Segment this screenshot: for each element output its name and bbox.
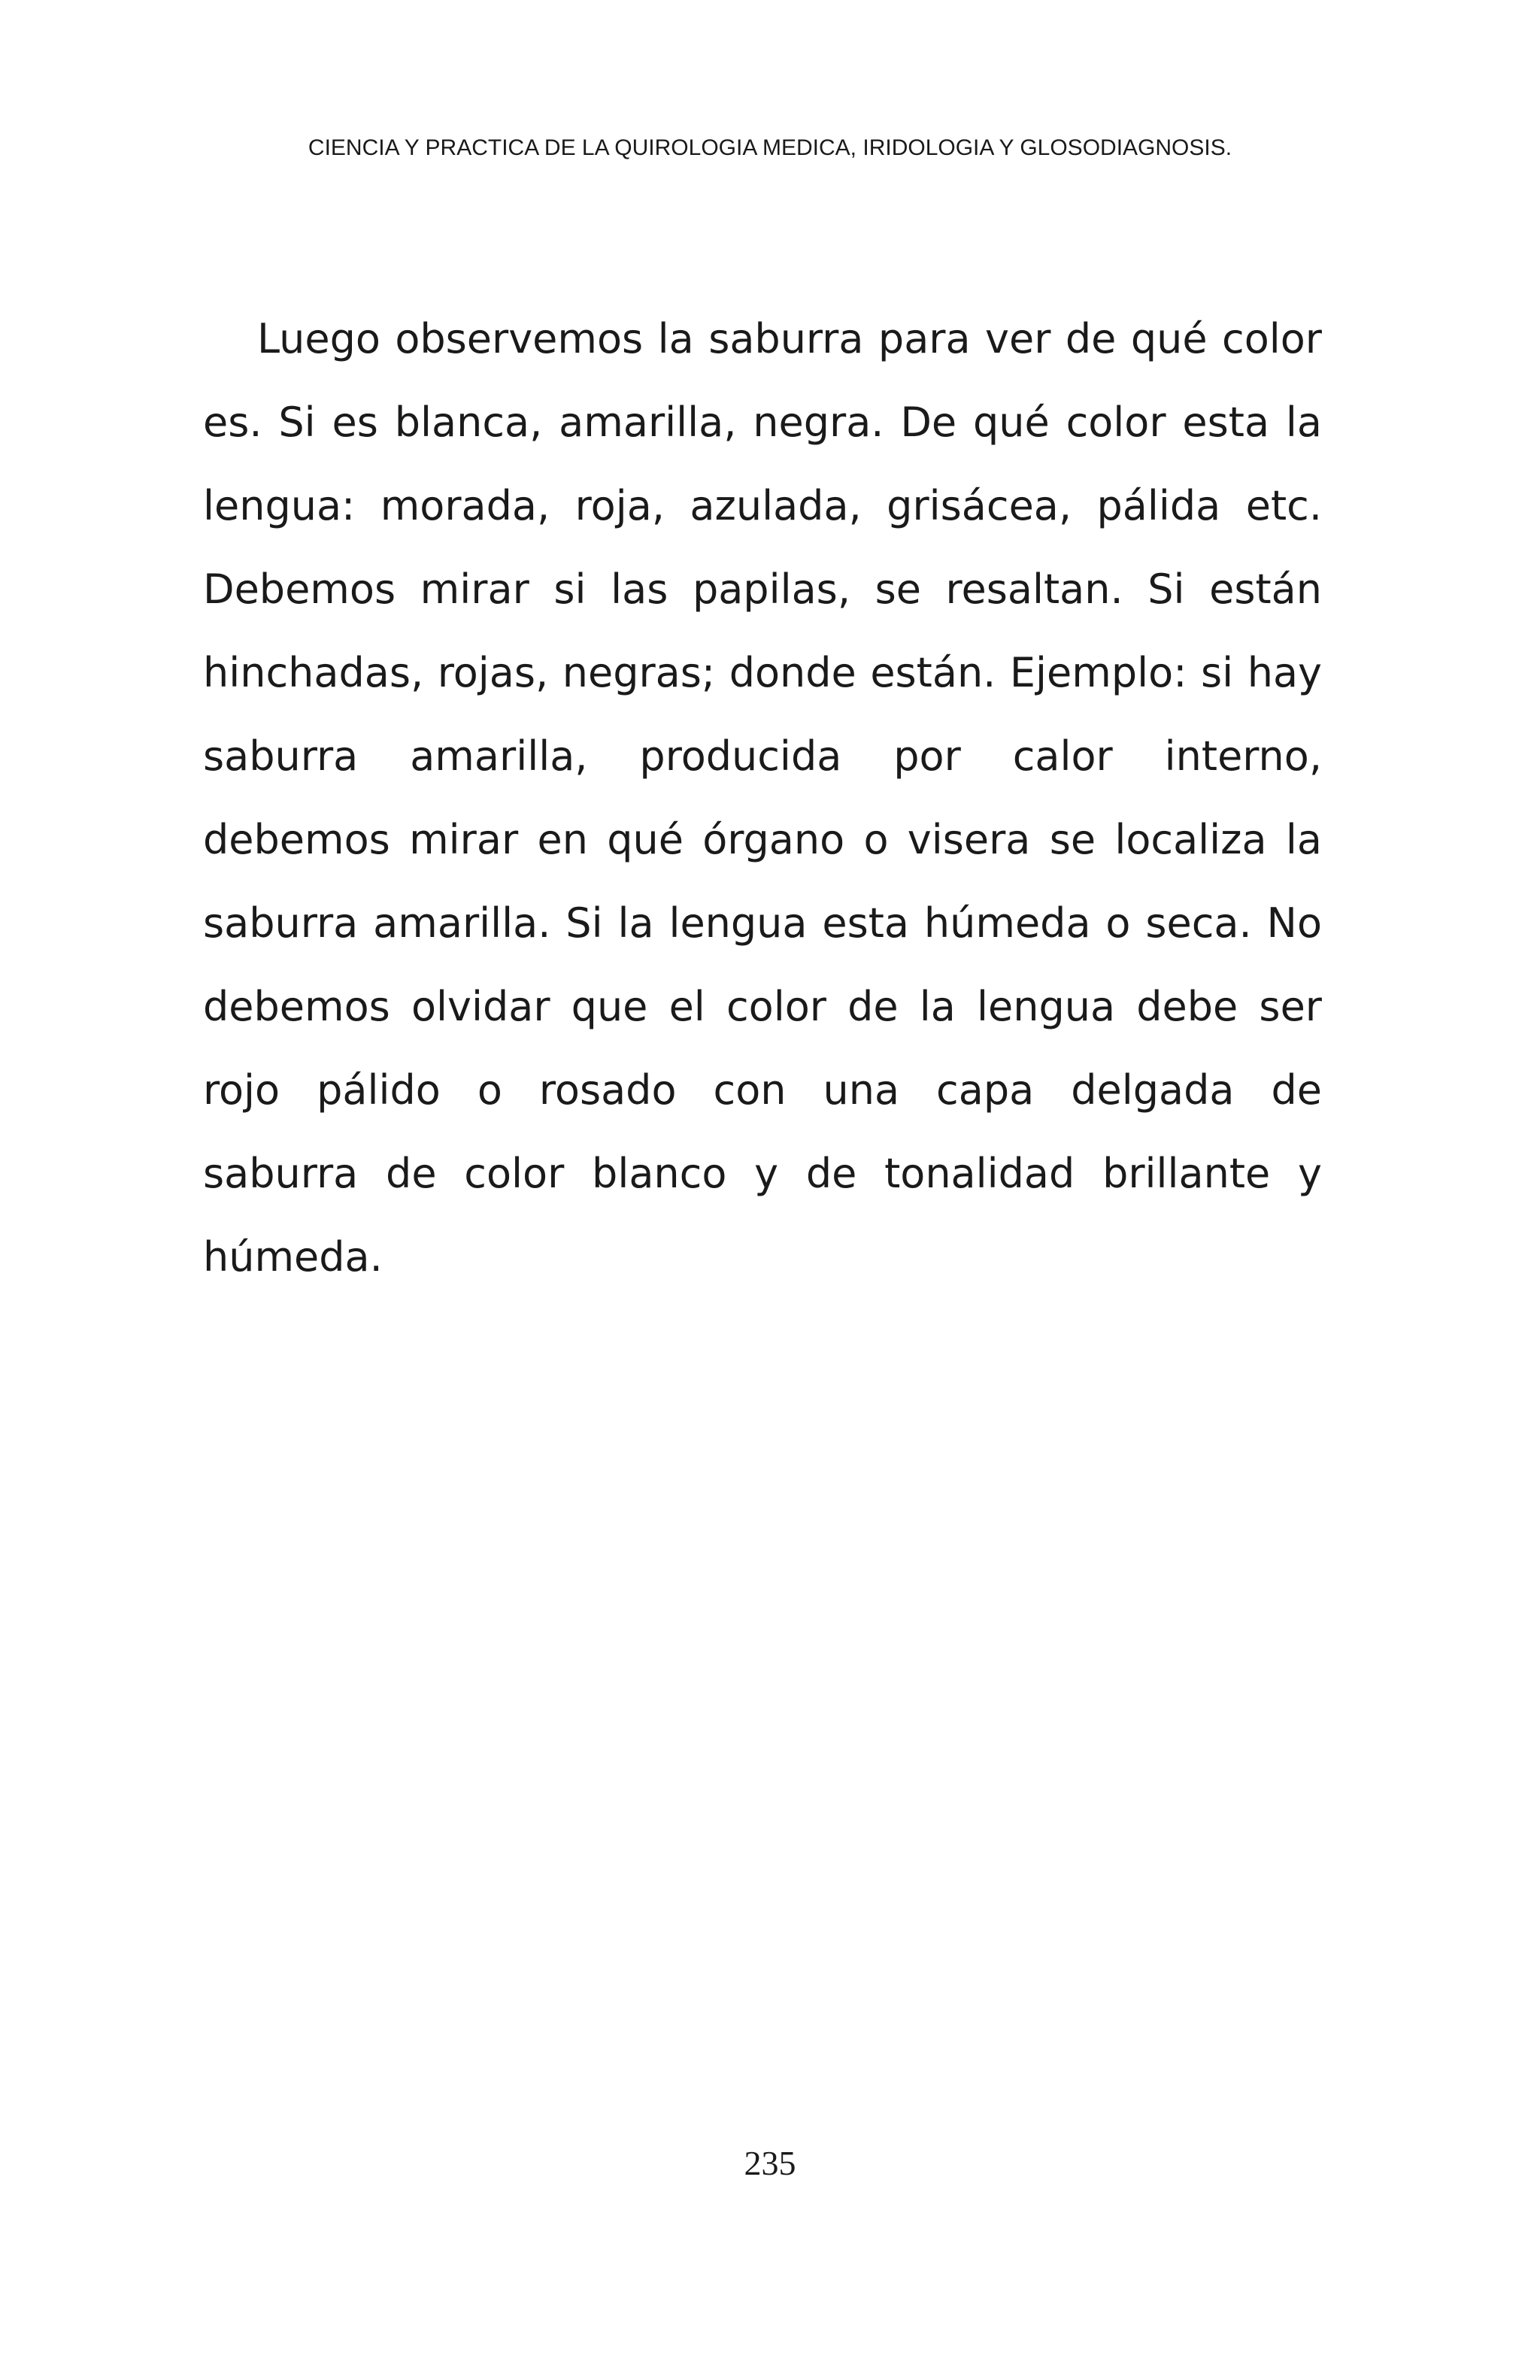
paragraph-line: hinchadas, rojas, negras; donde están. Ejemplo: si hay — [203, 649, 1322, 696]
paragraph-line: es. Si es blanca, amarilla, negra. De qué color esta la — [203, 399, 1322, 446]
paragraph-line: rojo pálido o rosado con una capa delgada de — [203, 1066, 1322, 1114]
paragraph-line: debemos olvidar que el color de la lengua debe ser — [203, 983, 1322, 1030]
running-header: CIENCIA Y PRACTICA DE LA QUIROLOGIA MEDICA, IRIDOLOGIA Y GLOSODIAGNOSIS. — [308, 135, 1232, 160]
paragraph-line: húmeda. — [203, 1233, 383, 1281]
body-paragraph — [203, 297, 1322, 1299]
paragraph-line: saburra de color blanco y de tonalidad brillante y — [203, 1150, 1322, 1197]
paragraph-line: debemos mirar en qué órgano o visera se localiza la — [203, 816, 1322, 863]
paragraph-line: saburra amarilla. Si la lengua esta húmeda o seca. No — [203, 899, 1322, 947]
paragraph-line: saburra amarilla, producida por calor interno, — [203, 732, 1322, 780]
page-number: 235 — [744, 2144, 796, 2182]
paragraph-line: Luego observemos la saburra para ver de qué color — [257, 315, 1322, 362]
paragraph-line: Debemos mirar si las papilas, se resaltan. Si están — [203, 565, 1322, 613]
paragraph-line: lengua: morada, roja, azulada, grisácea, pálida etc. — [203, 482, 1322, 529]
